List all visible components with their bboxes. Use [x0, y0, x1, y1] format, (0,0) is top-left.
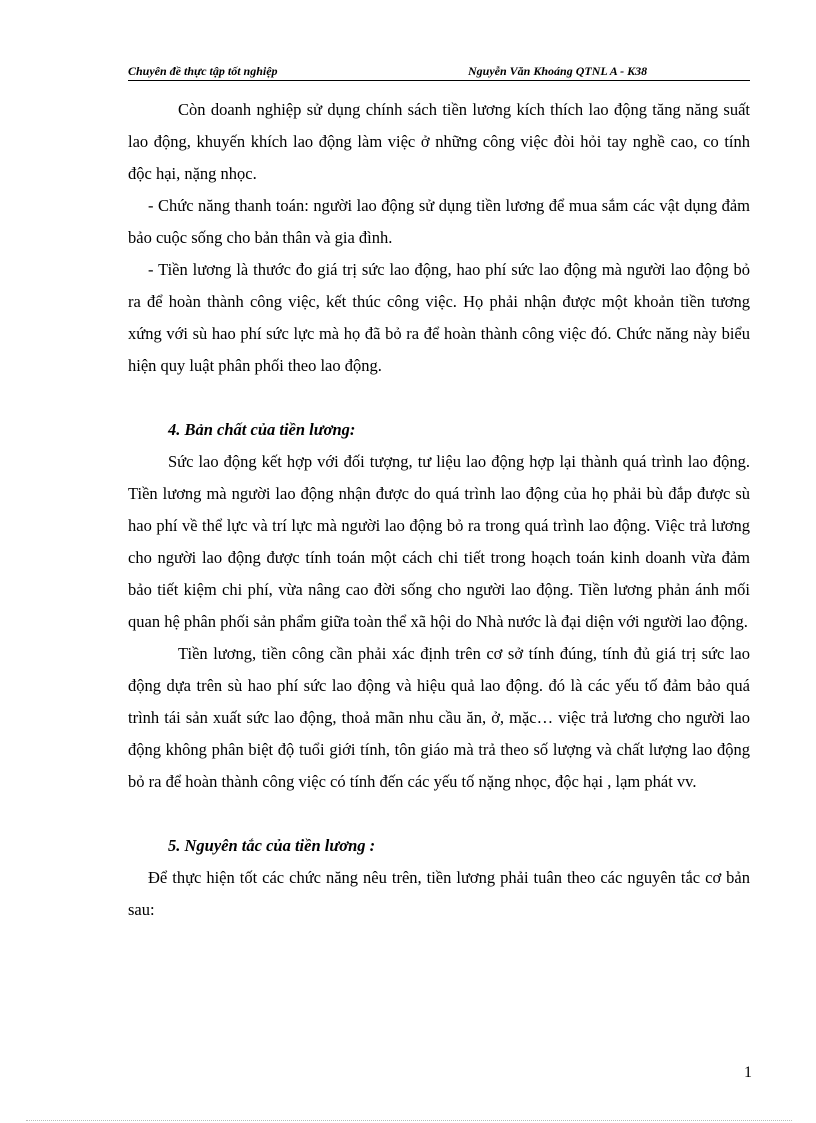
- spacer: [128, 382, 750, 414]
- paragraph-1: Còn doanh nghiệp sử dụng chính sách tiền lương kích thích lao động tăng năng suất lao động, khuyến khích lao động làm việc ở những công việc đòi hỏi tay nghề cao, co tính độc hại, nặng nhọc.: [128, 100, 750, 183]
- paragraph-4: Sức lao động kết hợp với đối tượng, tư liệu lao động hợp lại thành quá trình lao động. Tiền lương mà người lao động nhận được do quá trình lao động của họ phải bù đắp được sù hao phí về thể lực và trí lực mà người lao động bỏ ra trong quá trình lao động. Việc trả lương cho người lao động được tính toán một cách chi tiết trong hoạch toán kinh doanh vừa đảm bảo tiết kiệm chi phí, vừa nâng cao đời sống cho người lao động. Tiền lương phản ánh mối quan hệ phân phối sản phẩm giữa toàn thể xã hội do Nhà nước là đại diện với người lao động.: [128, 452, 750, 631]
- page-header: [128, 62, 750, 81]
- section-heading-4: 4. Bản chất của tiền lương:: [168, 420, 356, 439]
- spacer: [128, 798, 750, 830]
- footer-divider: [26, 1120, 792, 1121]
- section-heading-5: 5. Nguyên tắc của tiền lương :: [168, 836, 376, 855]
- header-title: Chuyên đề thực tập tốt nghiệp: [128, 64, 278, 78]
- header-author: Nguyễn Văn Khoáng QTNL A - K38: [468, 64, 648, 78]
- paragraph-5: Tiền lương, tiền công cần phải xác định trên cơ sở tính đúng, tính đủ giá trị sức lao động dựa trên sù hao phí sức lao động và hiệu quả lao động. đó là các yếu tố đảm bảo quá trình tái sản xuất sức lao động, thoả mãn nhu cầu ăn, ở, mặc… việc trả lương cho người lao động không phân biệt độ tuổi giới tính, tôn giáo mà trả theo số lượng và chất lượng lao động bỏ ra để hoàn thành công việc có tính đến các yếu tố nặng nhọc, độc hại , lạm phát vv.: [128, 644, 750, 791]
- document-body: [128, 94, 750, 926]
- paragraph-2: - Chức năng thanh toán: người lao động sử dụng tiền lương để mua sắm các vật dụng đảm bảo cuộc sống cho bản thân và gia đình.: [128, 196, 750, 247]
- paragraph-6: Để thực hiện tốt các chức năng nêu trên, tiền lương phải tuân theo các nguyên tắc cơ bản sau:: [128, 868, 750, 919]
- page-number: 1: [744, 1064, 752, 1081]
- paragraph-3: - Tiền lương là thước đo giá trị sức lao động, hao phí sức lao động mà người lao động bỏ ra để hoàn thành công việc, kết thúc công việc. Họ phải nhận được một khoản tiền tương xứng với sù hao phí sức lực mà họ đã bỏ ra để hoàn thành công việc đó. Chức năng này biểu hiện quy luật phân phối theo lao động.: [128, 260, 750, 375]
